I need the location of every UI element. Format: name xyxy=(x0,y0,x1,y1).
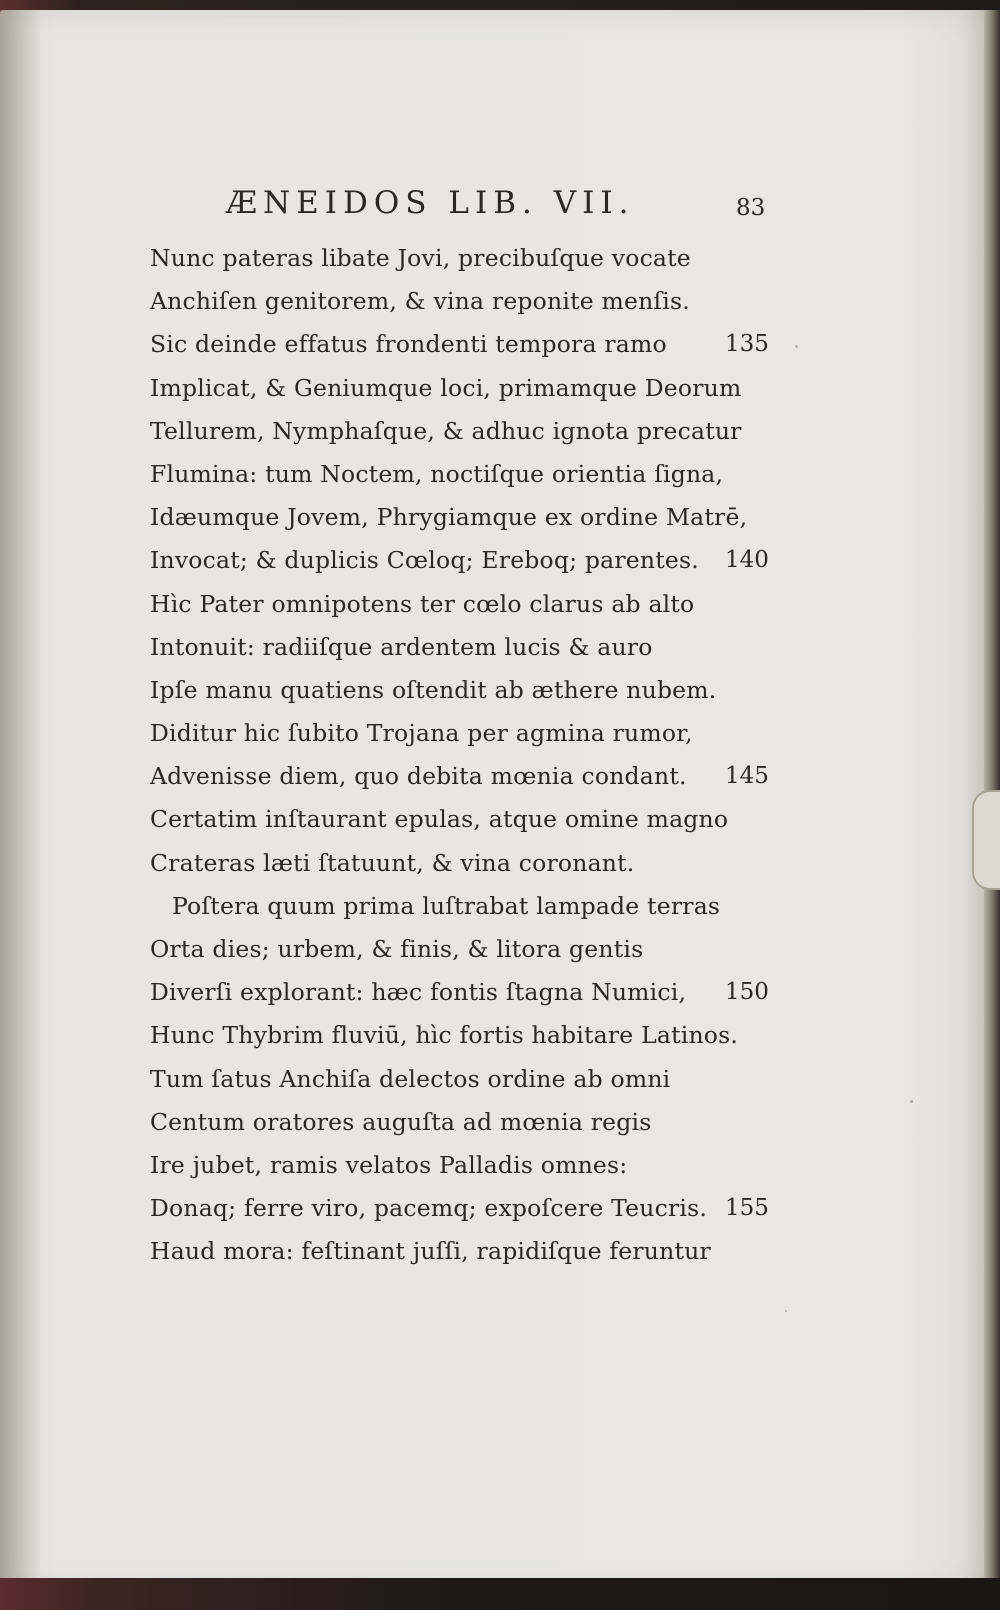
binding-bottom-edge xyxy=(0,1578,1000,1610)
verse-line xyxy=(150,1101,790,1144)
verse-line-text: Donaq; ferre viro, pacemq; expoſcere Teucris. xyxy=(150,1194,708,1223)
verse-line-text: Orta dies; urbem, & finis, & litora gentis xyxy=(150,935,644,963)
verse-line xyxy=(150,1058,790,1101)
verse-line-text: Poſtera quum prima luſtrabat lampade terras xyxy=(172,891,721,920)
verse-line xyxy=(150,1187,790,1230)
verse-line-text: Anchiſen genitorem, & vina reponite menſis. xyxy=(150,287,690,316)
verse-line xyxy=(150,237,790,280)
verse-line-text: Ire jubet, ramis velatos Palladis omnes: xyxy=(150,1150,628,1179)
verse-line xyxy=(150,583,790,626)
verse-line-text: Sic deinde effatus frondenti tempora ramo xyxy=(150,330,667,359)
verse-line xyxy=(150,1144,790,1187)
verse-line-text: Ipſe manu quatiens oſtendit ab æthere nubem. xyxy=(150,675,717,704)
verse-line xyxy=(150,496,790,539)
paper-speck xyxy=(910,1100,913,1103)
verse-line xyxy=(150,1230,790,1273)
verse-line xyxy=(150,539,790,582)
verse-line xyxy=(150,280,790,323)
verse-line-text: Idæumque Jovem, Phrygiamque ex ordine Matrē, xyxy=(150,503,748,532)
verse-line-text: Nunc pateras libate Jovi, precibuſque vocate xyxy=(150,244,691,272)
verse-line xyxy=(150,755,790,798)
verse-lines xyxy=(150,237,790,1274)
verse-line-text: Haud mora: feſtinant juſſi, rapidiſque feruntur xyxy=(150,1237,711,1266)
verse-line-text: Intonuit: radiiſque ardentem lucis & auro xyxy=(150,632,653,661)
verse-line-number: 135 xyxy=(725,331,769,358)
verse-line xyxy=(150,842,790,885)
verse-line xyxy=(150,928,790,971)
page-edge-tab xyxy=(972,790,1000,890)
verse-line-text: Flumina: tum Noctem, noctiſque orientia ſigna, xyxy=(150,459,724,488)
page-gutter-shadow xyxy=(0,10,40,1590)
verse-line-text: Implicat, & Geniumque loci, primamque Deorum xyxy=(150,373,742,402)
page-text-block xyxy=(150,185,790,1274)
verse-line-text: Invocat; & duplicis Cœloq; Ereboq; parentes. xyxy=(150,546,699,575)
verse-line xyxy=(150,885,790,928)
verse-line-text: Certatim inſtaurant epulas, atque omine magno xyxy=(150,805,729,834)
verse-line-number: 140 xyxy=(725,547,769,574)
verse-line-number: 145 xyxy=(725,763,769,790)
verse-line-text: Diditur hic ſubito Trojana per agmina rumor, xyxy=(150,719,693,748)
verse-line-number: 150 xyxy=(725,979,769,1006)
verse-line-text: Tum ſatus Anchiſa delectos ordine ab omni xyxy=(150,1064,671,1093)
verse-line-text: Tellurem, Nymphaſque, & adhuc ignota precatur xyxy=(150,416,742,445)
verse-line-text: Centum oratores auguſta ad mœnia regis xyxy=(150,1107,652,1136)
verse-line-text: Advenisse diem, quo debita mœnia condant. xyxy=(150,762,687,791)
paper-speck xyxy=(785,1310,787,1312)
verse-line-text: Hunc Thybrim fluviū, hìc fortis habitare Latinos. xyxy=(150,1021,739,1050)
verse-line xyxy=(150,1014,790,1057)
verse-line xyxy=(150,410,790,453)
verse-line xyxy=(150,798,790,841)
verse-line xyxy=(150,626,790,669)
verse-line xyxy=(150,453,790,496)
running-head xyxy=(150,185,790,237)
verse-line-number: 155 xyxy=(725,1195,769,1222)
page-number: 83 xyxy=(736,195,766,221)
verse-line xyxy=(150,712,790,755)
paper-speck xyxy=(795,345,798,348)
verse-line-text: Diverſi explorant: hæc fontis ſtagna Numici, xyxy=(150,978,687,1007)
verse-line-text: Crateras læti ſtatuunt, & vina coronant. xyxy=(150,848,635,877)
verse-line-text: Hìc Pater omnipotens ter cœlo clarus ab alto xyxy=(150,589,695,618)
verse-line xyxy=(150,669,790,712)
verse-line xyxy=(150,323,790,366)
running-head-title: ÆNEIDOS LIB. VII. xyxy=(226,185,635,221)
verse-line xyxy=(150,971,790,1014)
verse-line xyxy=(150,367,790,410)
